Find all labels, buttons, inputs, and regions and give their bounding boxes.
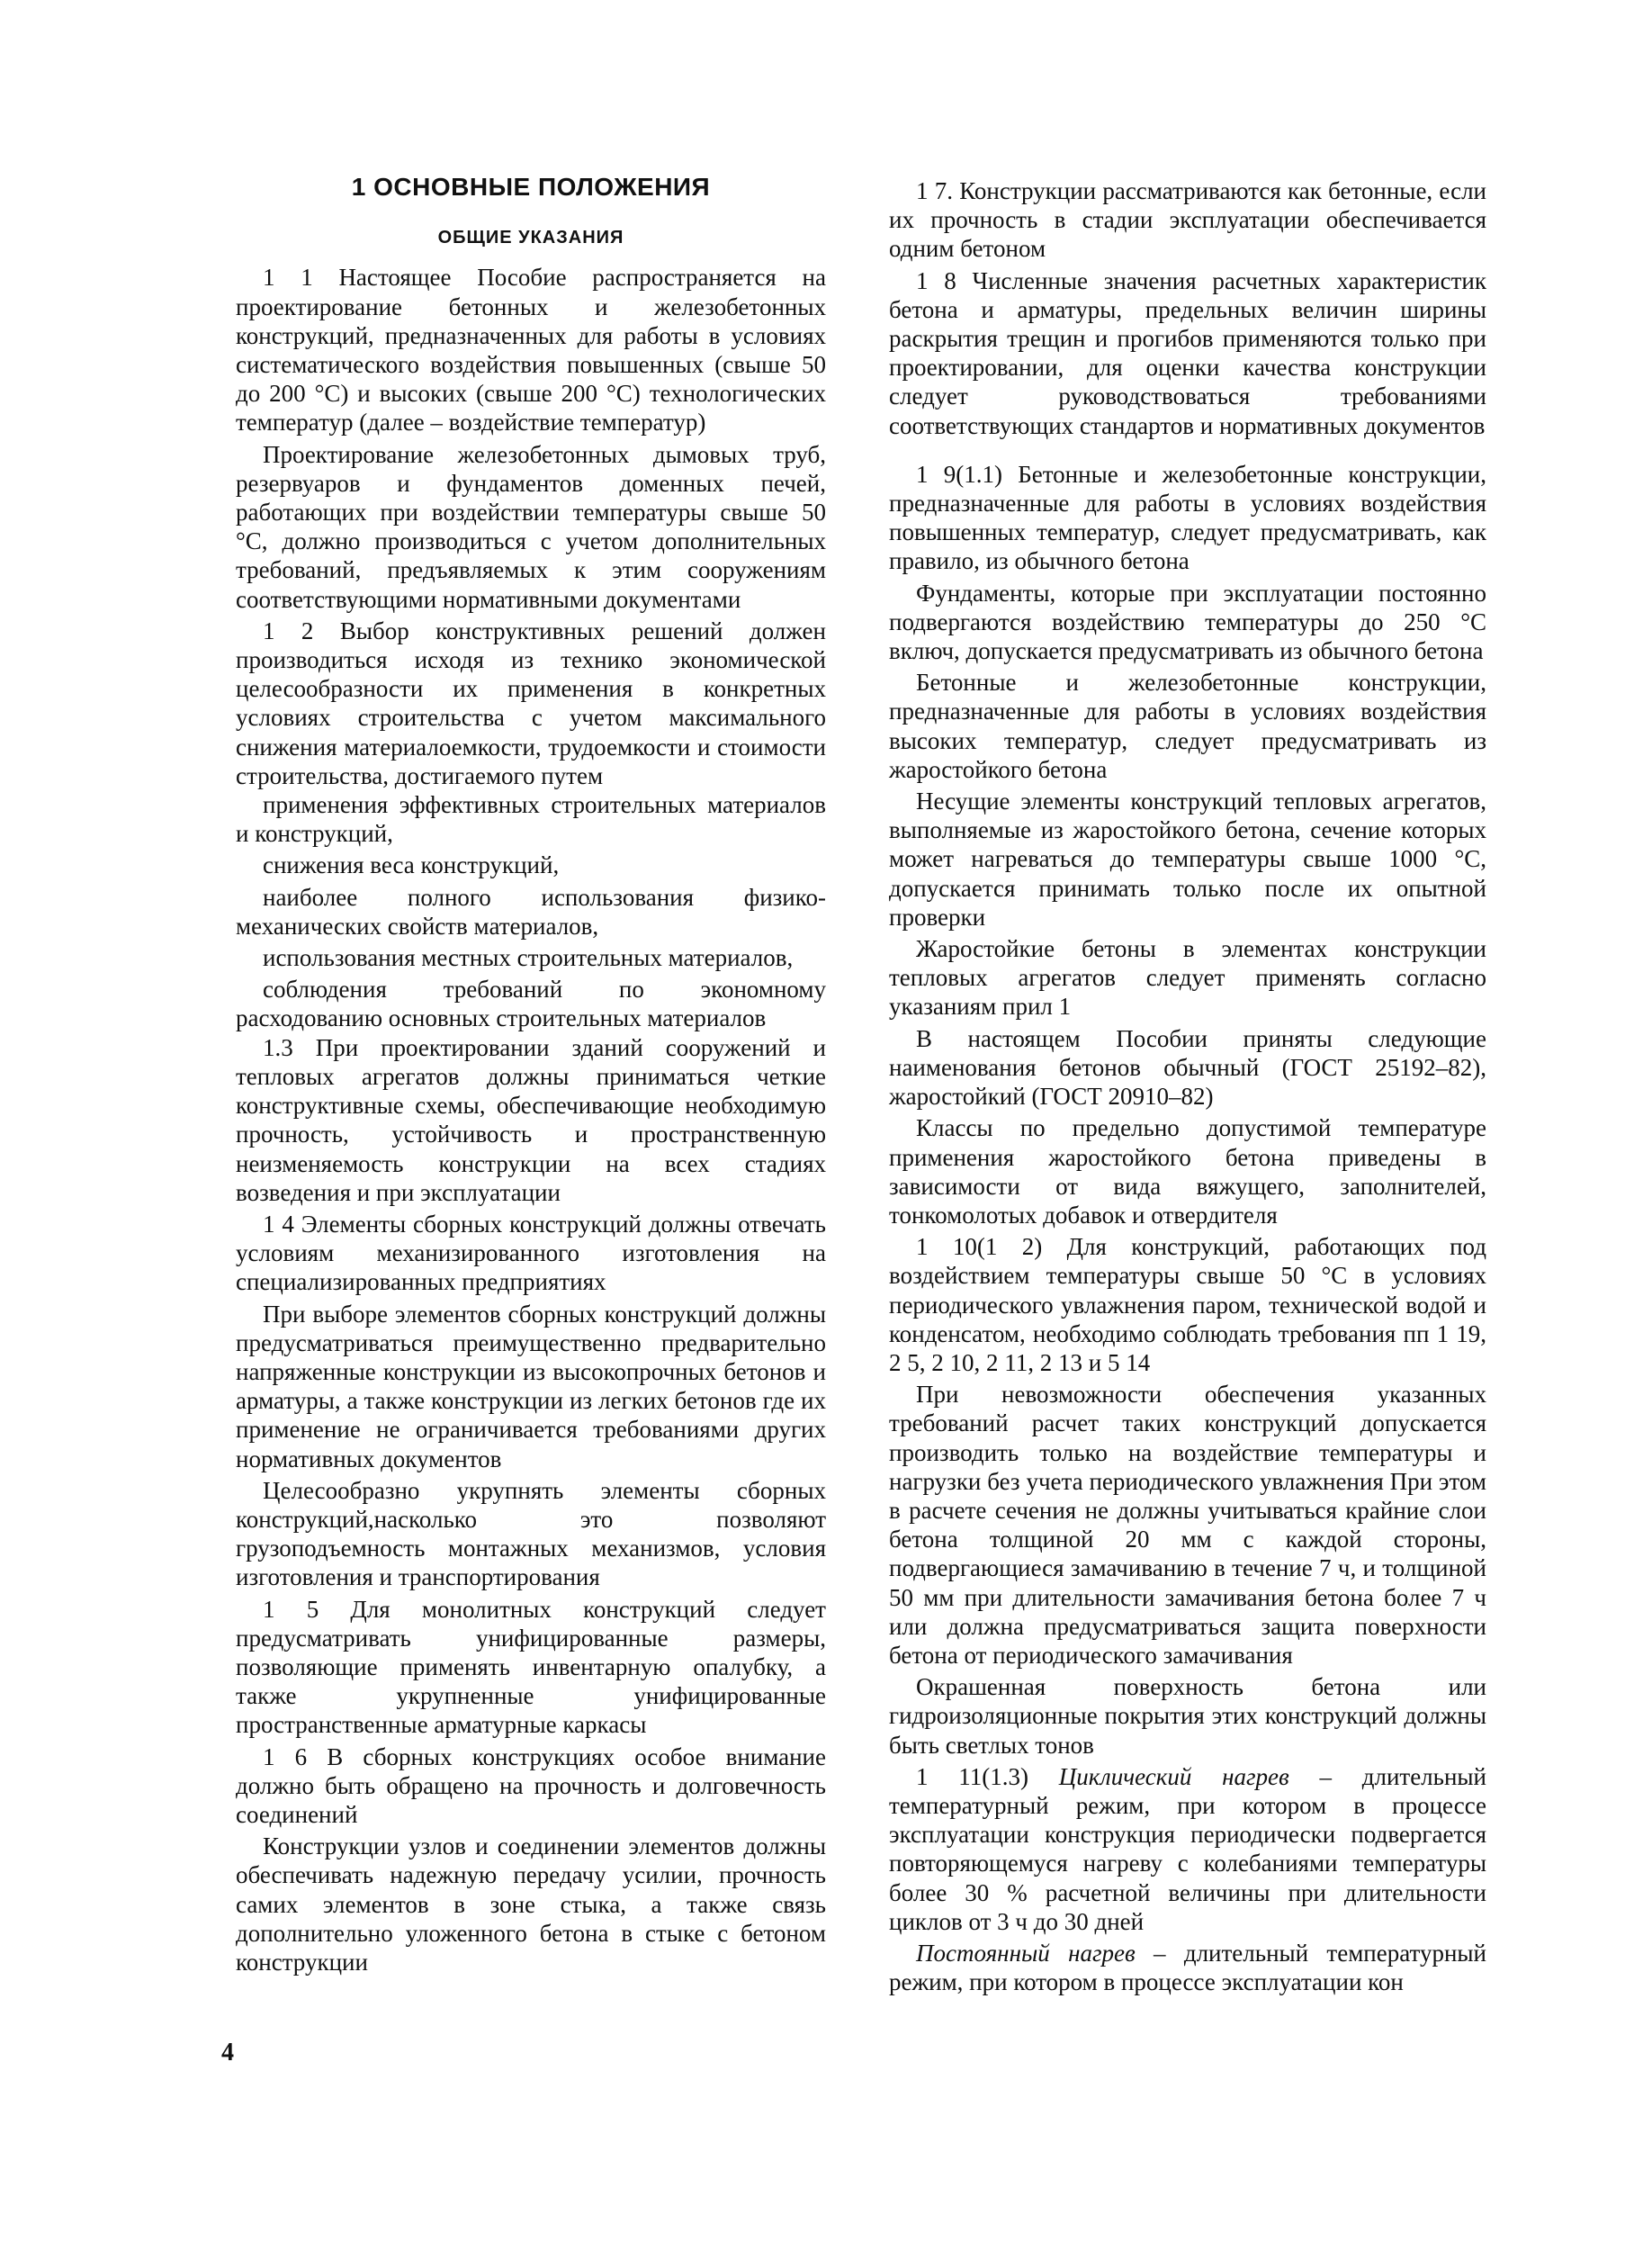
clause-number: 1 11(1.3) <box>916 1762 1028 1790</box>
paragraph: 1.3 При проектировании зданий сооружений и тепловых агрегатов должны приниматься четкие конструктивные схемы, обеспечивающие необходимую прочность, устойчивость и пространственную неизменяемость конструкции на всех стадиях возведения и при эксплуатации <box>236 1033 826 1206</box>
term: Циклический нагрев <box>1058 1762 1289 1790</box>
paragraph: 1 9(1.1) Бетонные и железобетонные конструкции, предназначенные для работы в условиях воздействия повышенных температур, следует предусматривать, как правило, из обычного бетона <box>889 460 1486 575</box>
paragraph: 1 6 В сборных конструкциях особое внимание должно быть обращено на прочность и долговечность соединений <box>236 1742 826 1828</box>
paragraph-definition <box>889 1939 1486 1996</box>
list-item: использования местных строительных материалов, <box>263 944 794 972</box>
paragraph: Бетонные и железобетонные конструкции, предназначенные для работы в условиях воздействия высоких температур, следует предусматривать из жаростойкого бетона <box>889 669 1486 783</box>
paragraph: 1 5 Для монолитных конструкций следует предусматривать унифицированные размеры, позволяющие применять инвентарную опалубку, а также укрупненные унифицированные пространственные арматурные каркасы <box>236 1595 826 1739</box>
list <box>236 790 826 1033</box>
list-item: снижения веса конструкций, <box>263 851 560 879</box>
paragraph: Проектирование железобетонных дымовых труб, резервуаров и фундаментов доменных печей, работающих при воздействии температуры свыше 50 °С, должно производиться с учетом дополнительных требований, предъявляемых к этим сооружениям соответствующими нормативными документами <box>236 440 826 613</box>
definition-text: – длительный температурный режим, при котором в процессе эксплуатации конструкция периодически подвергается повторяющемуся нагреву с колебаниями температуры более 30 % расчетной величины при длительности циклов от 3 ч до 30 дней <box>889 1762 1487 1935</box>
left-column <box>236 173 826 1976</box>
page-number: 4 <box>221 2039 234 2066</box>
subsection-title: ОБЩИЕ УКАЗАНИЯ <box>437 228 624 248</box>
list-item: соблюдения требований по экономному расходованию основных строительных материалов <box>236 976 826 1032</box>
paragraph-definition <box>889 1762 1486 1936</box>
paragraph: Жаростойкие бетоны в элементах конструкции тепловых агрегатов следует применять согласно указаниям прил 1 <box>889 935 1486 1021</box>
paragraph: При невозможности обеспечения указанных требований расчет таких конструкций допускается производить только на воздействие температуры и нагрузки без учета периодического увлажнения При этом в расчете сечения не должны учитываться крайние слои бетона толщиной 20 мм с каждой стороны, подвергающиеся замачиванию в течение 7 ч, и толщиной 50 мм при длительности замачивания бетона более 7 ч или должна предусматриваться защита поверхности бетона от периодического замачивания <box>889 1381 1486 1669</box>
list-item: применения эффективных строительных материалов и конструкций, <box>236 791 826 848</box>
paragraph: Целесообразно укрупнять элементы сборных конструкций,насколько это позволяют грузоподъемность монтажных механизмов, условия изготовления и транспортирования <box>236 1476 826 1591</box>
paragraph: 1 2 Выбор конструктивных решений должен производиться исходя из технико экономической целесообразности их применения в конкретных условиях строительства с учетом максимального снижения материалоемкости, трудоемкости и стоимости строительства, достигаемого путем <box>236 617 826 789</box>
paragraph: 1 10(1 2) Для конструкций, работающих под воздействием температуры свыше 50 °С в условиях периодического увлажнения паром, технической водой и конденсатом, необходимо соблюдать требования пп 1 19, 2 5, 2 10, 2 11, 2 13 и 5 14 <box>889 1233 1486 1376</box>
term: Постоянный нагрев <box>916 1939 1136 1967</box>
paragraph: Окрашенная поверхность бетона или гидроизоляционные покрытия этих конструкций должны быть светлых тонов <box>889 1673 1486 1759</box>
definition-text: – длительный температурный режим, при котором в процессе эксплуатации кон <box>889 1939 1487 1996</box>
section-title: 1 ОСНОВНЫЕ ПОЛОЖЕНИЯ <box>351 173 711 201</box>
paragraph: При выборе элементов сборных конструкций должны предусматриваться преимущественно предварительно напряженные конструкции из высокопрочных бетонов и арматуры, а также конструкции из легких бетонов где их применение не ограничивается требованиями других нормативных документов <box>236 1300 826 1472</box>
right-column <box>889 176 1486 1996</box>
paragraph: Конструкции узлов и соединении элементов должны обеспечивать надежную передачу усилии, прочность самих элементов в зоне стыка, а также связь дополнительно уложенного бетона в стыке с бетоном конструкции <box>236 1832 826 1976</box>
paragraph: 1 7. Конструкции рассматриваются как бетонные, если их прочность в стадии эксплуатации обеспечивается одним бетоном <box>889 177 1486 263</box>
paragraph: Несущие элементы конструкций тепловых агрегатов, выполняемые из жаростойкого бетона, сечение которых может нагреваться до температуры свыше 1000 °С, допускается принимать только после их опытной проверки <box>889 788 1486 931</box>
paragraph: 1 4 Элементы сборных конструкций должны отвечать условиям механизированного изготовления на специализированных предприятиях <box>236 1210 826 1296</box>
paragraph: Классы по предельно допустимой температуре применения жаростойкого бетона приведены в зависимости от вида вяжущего, заполнителей, тонкомолотых добавок и отвердителя <box>889 1114 1486 1229</box>
paragraph: 1 8 Численные значения расчетных характеристик бетона и арматуры, предельных величин ширины раскрытия трещин и прогибов применяются только при проектировании, для оценки качества конструкции следует руководствоваться требованиями соответствующих стандартов и нормативных документов <box>889 266 1486 439</box>
paragraph: В настоящем Пособии приняты следующие наименования бетонов обычный (ГОСТ 25192–82), жаростойкий (ГОСТ 20910–82) <box>889 1024 1486 1111</box>
paragraph: Фундаменты, которые при эксплуатации постоянно подвергаются воздействию температуры до 250 °С включ, допускается предусматривать из обычного бетона <box>889 579 1486 665</box>
paragraph: 1 1 Настоящее Пособие распространяется на проектирование бетонных и железобетонных конструкций, предназначенных для работы в условиях систематического воздействия повышенных (свыше 50 до 200 °С) и высоких (свыше 200 °С) технологических температур (далее – воздействие температур) <box>236 264 826 437</box>
list-item: наиболее полного использования физико-механических свойств материалов, <box>236 883 826 940</box>
